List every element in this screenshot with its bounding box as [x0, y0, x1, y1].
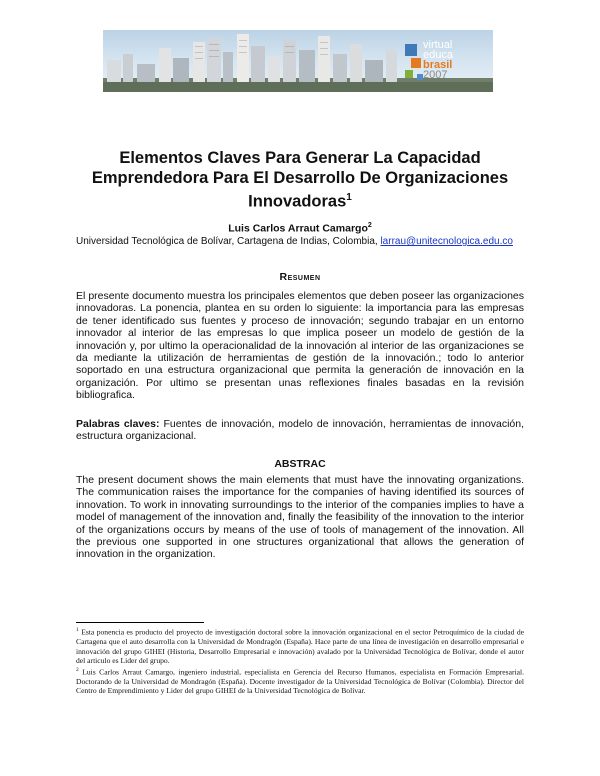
footnote-marker: 2 — [367, 222, 372, 229]
footnote-divider — [76, 622, 204, 623]
author-email-link[interactable]: larrau@unitecnologica.edu.co — [380, 236, 513, 247]
title-line: Elementos Claves Para Generar La Capacidad — [119, 149, 481, 167]
paper-title — [70, 148, 530, 212]
author-affiliation: Universidad Tecnológica de Bolívar, Cartagena de Indias, Colombia, larrau@unitecnologica.edu.co — [76, 236, 513, 247]
virtual-educa-logo — [403, 36, 481, 88]
title-line: Innovadoras$^1$ — [248, 192, 352, 211]
footnote-2: $^2$ Luis Carlos Arraut Camargo, ingeniero industrial, especialista en Gerencia del Recurso Humanos, especialista en Formación Empresarial. Doctorando de la Universidad de Mondragón (España). Docente investigador de la Universidad Tecnológica de Bolívar (Colombia). Director del Centro de Emprendimiento y Lider del grupo GIHEI de la Universidad Tecnológica de Bolívar. — [76, 666, 524, 696]
keywords — [76, 418, 524, 443]
author-name: Luis Carlos Arraut Camargo$^2$ — [228, 222, 372, 235]
resumen-heading: Resumen — [279, 271, 321, 283]
keywords-text: Fuentes de innovación, modelo de innovación, herramientas de innovación, estructura organizacional. — [76, 418, 524, 443]
header-banner — [103, 30, 493, 92]
keywords-label: Palabras claves: — [76, 418, 160, 430]
logo-line-educa: educa — [423, 49, 453, 61]
logo-line-year: 2007 — [423, 69, 448, 81]
abstract-text: The present document shows the main elements that must have the innovating organizations. The communication raises the importance for the companies of having identified its sources of innovation. To work in innovating surroundings to the interior of the companies implies to have a model of management of the innovation and, finally the feasibility of the innovation to the interior of the organizations occurs by means of the use of tools of management of the innovation. All the previous one supported in one structures organizational that allows the generation of innovation in the organization. — [76, 474, 524, 561]
logo-line-brasil: brasil — [423, 59, 453, 71]
footnotes — [76, 626, 524, 696]
footnote-1: $^1$ Esta ponencia es producto del proyecto de investigación doctoral sobre la innovación organizacional en el sector Petroquímico de la ciudad de Cartagena que el auto desarrolla con la Universidad de Mondragón (España). Hace parte de una línea de investigación en desarrollo empresarial e innovación del grupo GIHEI (Historia, Desarrollo Empresarial e innovación) avalado por la Universidad Tecnológica de Bolívar, donde el autor del articulo es Lider del grupo. — [76, 627, 524, 666]
abstract-heading: ABSTRAC — [274, 458, 326, 470]
title-line: Emprendedora Para El Desarrollo De Organizaciones — [91, 169, 509, 187]
footnote-marker: 1 — [346, 192, 352, 203]
resumen-text: El presente documento muestra los principales elementos que deben poseer las organizaciones innovadoras. La ponencia, plantea en su orden lo siguiente: la importancia para las empresas de tener identificado sus fuentes y proceso de innovación; segundo trabajar en un entorno innovador al interior de las empresas lo que implica poseer un modelo de gestión de la innovación y, por ultimo la operacionalidad de la innovación al interior de las organizaciones se da mediante la utilización de herramientas de gestión de la innovación.; todo lo anterior soportado en una estructura organizacional que permita la generación de innovación en la organización. Por ultimo se presentan unas reflexiones finales basadas en la revisión bibliografica. — [76, 290, 524, 402]
logo-line-virtual: virtual — [423, 39, 453, 51]
